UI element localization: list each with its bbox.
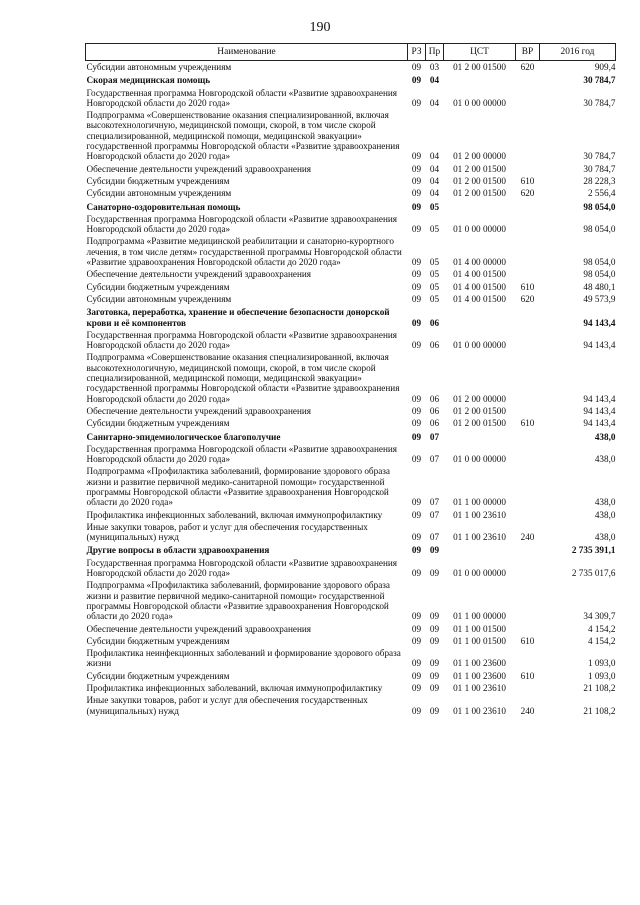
row-pr: 06 bbox=[429, 405, 440, 416]
row-cst: 01 1 00 23610 bbox=[453, 705, 506, 716]
row-pr: 05 bbox=[429, 269, 440, 280]
row-amount: 21 108,2 bbox=[583, 683, 616, 694]
row-name: Подпрограмма «Совершенствование оказания специализированной, включая высокотехнологичную, медицинской помощи, скорой, в том числе скорой специализированной, медицинской помощи, медицинской эвакуации» государственной программы Новгородской области «Развитие здравоохранения Новгородской области до 2020 года» bbox=[86, 352, 400, 404]
row-cst: 01 1 00 23600 bbox=[453, 658, 506, 669]
row-cst: 01 1 00 00000 bbox=[453, 497, 506, 508]
row-vr: 620 bbox=[520, 62, 535, 72]
row-amount: 98 054,0 bbox=[583, 269, 616, 280]
table-row bbox=[86, 443, 616, 466]
row-name: Субсидии бюджетным учреждениям bbox=[86, 670, 230, 681]
row-rz: 09 bbox=[411, 188, 422, 199]
row-rz: 09 bbox=[411, 269, 422, 280]
table-row bbox=[86, 281, 616, 293]
row-amount: 1 093,0 bbox=[587, 670, 616, 681]
row-cst: 01 2 00 00000 bbox=[453, 151, 506, 162]
header-name: Наименование bbox=[86, 44, 408, 61]
row-name: Государственная программа Новгородской области «Развитие здравоохранения Новгородской области до 2020 года» bbox=[86, 87, 398, 108]
table-row bbox=[86, 73, 616, 86]
row-pr: 06 bbox=[429, 340, 440, 351]
row-amount: 30 784,7 bbox=[583, 75, 616, 86]
header-cst: ЦСТ bbox=[444, 44, 516, 61]
row-cst: 01 1 00 23610 bbox=[453, 532, 506, 543]
row-rz: 09 bbox=[411, 545, 422, 556]
row-cst: 01 2 00 00000 bbox=[453, 393, 506, 404]
row-rz: 09 bbox=[411, 658, 422, 669]
table-row bbox=[86, 293, 616, 305]
row-amount: 4 154,2 bbox=[587, 635, 616, 646]
table-row bbox=[86, 87, 616, 110]
row-cst: 01 1 00 23600 bbox=[453, 670, 506, 681]
table-row bbox=[86, 682, 616, 694]
row-pr: 05 bbox=[429, 281, 440, 292]
row-name: Профилактика инфекционных заболеваний, включая иммунопрофилактику bbox=[86, 509, 383, 520]
row-vr bbox=[516, 213, 540, 236]
table-row bbox=[86, 543, 616, 556]
row-amount: 30 784,7 bbox=[583, 151, 616, 162]
row-vr bbox=[516, 200, 540, 213]
row-amount: 94 143,4 bbox=[583, 340, 616, 351]
row-rz: 09 bbox=[411, 611, 422, 622]
table-row bbox=[86, 163, 616, 175]
row-name: Субсидии бюджетным учреждениям bbox=[86, 635, 230, 646]
row-rz: 09 bbox=[411, 281, 422, 292]
row-vr bbox=[516, 351, 540, 404]
table-row bbox=[86, 61, 616, 74]
row-cst: 01 0 00 00000 bbox=[453, 568, 506, 579]
row-cst: 01 4 00 01500 bbox=[453, 293, 506, 304]
row-amount: 98 054,0 bbox=[583, 224, 616, 235]
row-vr bbox=[516, 443, 540, 466]
row-pr: 09 bbox=[429, 568, 440, 579]
row-name: Субсидии бюджетным учреждениям bbox=[86, 175, 230, 186]
row-amount: 909,4 bbox=[594, 62, 616, 72]
table-row bbox=[86, 405, 616, 417]
row-cst: 01 1 00 01500 bbox=[453, 623, 506, 634]
row-cst: 01 4 00 00000 bbox=[453, 257, 506, 268]
row-amount: 438,0 bbox=[594, 431, 616, 442]
row-rz: 09 bbox=[411, 151, 422, 162]
row-vr bbox=[516, 305, 540, 329]
row-rz: 09 bbox=[411, 201, 422, 212]
row-amount: 438,0 bbox=[594, 497, 616, 508]
row-vr: 610 bbox=[520, 418, 535, 429]
row-name: Государственная программа Новгородской области «Развитие здравоохранения Новгородской области до 2020 года» bbox=[86, 443, 398, 465]
row-vr bbox=[516, 405, 540, 417]
table-row bbox=[86, 175, 616, 187]
row-amount: 2 735 391,1 bbox=[571, 545, 616, 556]
row-pr: 09 bbox=[429, 635, 440, 646]
row-name: Профилактика неинфекционных заболеваний и формирование здорового образа жизни bbox=[86, 648, 401, 669]
row-cst: 01 2 00 01500 bbox=[453, 418, 506, 429]
row-cst: 01 0 00 00000 bbox=[453, 340, 506, 351]
row-pr: 05 bbox=[429, 293, 440, 304]
table-row bbox=[86, 623, 616, 635]
row-amount: 28 228,3 bbox=[583, 175, 616, 186]
row-vr bbox=[516, 329, 540, 352]
row-vr bbox=[516, 682, 540, 694]
table-row bbox=[86, 430, 616, 443]
row-rz: 09 bbox=[411, 175, 422, 186]
header-year: 2016 год bbox=[540, 44, 616, 61]
table-row bbox=[86, 465, 616, 508]
row-name: Профилактика инфекционных заболеваний, включая иммунопрофилактику bbox=[86, 683, 383, 694]
header-rz: РЗ bbox=[408, 44, 426, 61]
row-name: Подпрограмма «Профилактика заболеваний, формирование здорового образа жизни и развитие первичной медико-санитарной помощи» государственной программы Новгородской области «Развитие здравоохранения Новгородской области до 2020 года» bbox=[86, 466, 390, 508]
row-vr: 610 bbox=[520, 670, 535, 681]
row-pr: 03 bbox=[429, 62, 440, 72]
table-row bbox=[86, 417, 616, 429]
row-cst bbox=[444, 430, 516, 443]
row-vr: 620 bbox=[520, 293, 535, 304]
row-vr: 610 bbox=[520, 281, 535, 292]
row-amount: 2 735 017,6 bbox=[571, 568, 616, 579]
row-vr bbox=[516, 509, 540, 521]
row-rz: 09 bbox=[411, 257, 422, 268]
row-cst: 01 0 00 00000 bbox=[453, 224, 506, 235]
row-rz: 09 bbox=[411, 705, 422, 716]
row-cst bbox=[444, 73, 516, 86]
table-row bbox=[86, 647, 616, 670]
row-pr: 04 bbox=[429, 97, 440, 108]
row-pr: 05 bbox=[429, 224, 440, 235]
header-pr: Пр bbox=[426, 44, 444, 61]
row-vr bbox=[516, 163, 540, 175]
row-name: Подпрограмма «Развитие медицинской реабилитации и санаторно-курортного лечения, в том числе детям» государственной программы Новгородской области «Развитие здравоохранения Новгородской области до 2020 года» bbox=[86, 236, 402, 268]
row-rz: 09 bbox=[411, 418, 422, 429]
row-rz: 09 bbox=[411, 623, 422, 634]
row-cst: 01 2 00 01500 bbox=[453, 188, 506, 199]
row-cst: 01 0 00 00000 bbox=[453, 454, 506, 465]
row-amount: 2 556,4 bbox=[587, 188, 616, 199]
row-cst bbox=[444, 200, 516, 213]
row-amount: 1 093,0 bbox=[587, 658, 616, 669]
row-rz: 09 bbox=[411, 497, 422, 508]
row-vr bbox=[516, 557, 540, 580]
table-row bbox=[86, 670, 616, 682]
table-row bbox=[86, 200, 616, 213]
row-name: Подпрограмма «Профилактика заболеваний, формирование здорового образа жизни и развитие первичной медико-санитарной помощи» государственной программы Новгородской области «Развитие здравоохранения Новгородской области до 2020 года» bbox=[86, 580, 390, 622]
row-name: Заготовка, переработка, хранение и обеспечение безопасности донорской крови и её компонентов bbox=[86, 307, 390, 328]
row-rz: 09 bbox=[411, 340, 422, 351]
row-vr bbox=[516, 543, 540, 556]
row-cst: 01 1 00 23610 bbox=[453, 509, 506, 520]
row-vr: 610 bbox=[520, 635, 535, 646]
row-cst: 01 1 00 23610 bbox=[453, 683, 506, 694]
row-pr: 09 bbox=[429, 545, 440, 556]
row-pr: 09 bbox=[429, 623, 440, 634]
row-name: Субсидии бюджетным учреждениям bbox=[86, 281, 230, 292]
row-vr: 240 bbox=[520, 705, 535, 716]
row-rz: 09 bbox=[411, 532, 422, 543]
row-pr: 09 bbox=[429, 705, 440, 716]
table-row bbox=[86, 329, 616, 352]
row-cst: 01 4 00 01500 bbox=[453, 269, 506, 280]
row-rz: 09 bbox=[411, 293, 422, 304]
budget-table bbox=[85, 43, 616, 717]
row-pr: 07 bbox=[429, 431, 440, 442]
row-rz: 09 bbox=[411, 393, 422, 404]
table-row bbox=[86, 305, 616, 329]
row-amount: 4 154,2 bbox=[587, 623, 616, 634]
row-amount: 98 054,0 bbox=[583, 201, 616, 212]
page-number: 190 bbox=[309, 20, 331, 35]
row-vr bbox=[516, 235, 540, 268]
row-vr bbox=[516, 430, 540, 443]
table-row bbox=[86, 213, 616, 236]
row-pr: 07 bbox=[429, 509, 440, 520]
row-name: Обеспечение деятельности учреждений здравоохранения bbox=[86, 623, 312, 634]
row-amount: 438,0 bbox=[594, 509, 616, 520]
row-name: Обеспечение деятельности учреждений здравоохранения bbox=[86, 163, 312, 174]
row-vr bbox=[516, 268, 540, 280]
row-amount: 21 108,2 bbox=[583, 705, 616, 716]
row-pr: 04 bbox=[429, 75, 440, 86]
row-vr bbox=[516, 87, 540, 110]
row-rz: 09 bbox=[411, 75, 422, 86]
row-name: Государственная программа Новгородской области «Развитие здравоохранения Новгородской области до 2020 года» bbox=[86, 329, 398, 351]
row-pr: 07 bbox=[429, 532, 440, 543]
row-amount: 94 143,4 bbox=[583, 393, 616, 404]
row-cst: 01 4 00 01500 bbox=[453, 281, 506, 292]
row-amount: 48 480,1 bbox=[583, 281, 616, 292]
row-amount: 94 143,4 bbox=[583, 317, 616, 328]
row-rz: 09 bbox=[411, 431, 422, 442]
row-vr: 620 bbox=[520, 188, 535, 199]
row-rz: 09 bbox=[411, 97, 422, 108]
row-pr: 04 bbox=[429, 163, 440, 174]
row-pr: 06 bbox=[429, 393, 440, 404]
row-amount: 438,0 bbox=[594, 532, 616, 543]
row-pr: 09 bbox=[429, 670, 440, 681]
row-name: Другие вопросы в области здравоохранения bbox=[86, 545, 270, 556]
row-name: Субсидии автономным учреждениям bbox=[86, 293, 232, 304]
row-name: Иные закупки товаров, работ и услуг для обеспечения государственных (муниципальных) нужд bbox=[86, 695, 368, 716]
row-rz: 09 bbox=[411, 635, 422, 646]
row-rz: 09 bbox=[411, 405, 422, 416]
row-cst bbox=[444, 543, 516, 556]
row-rz: 09 bbox=[411, 670, 422, 681]
row-name: Субсидии автономным учреждениям bbox=[86, 62, 232, 72]
table-row bbox=[86, 579, 616, 622]
table-header bbox=[86, 44, 616, 61]
row-cst: 01 0 00 00000 bbox=[453, 97, 506, 108]
row-pr: 04 bbox=[429, 151, 440, 162]
row-pr: 07 bbox=[429, 497, 440, 508]
row-cst: 01 2 00 01500 bbox=[453, 163, 506, 174]
row-rz: 09 bbox=[411, 62, 422, 72]
row-pr: 06 bbox=[429, 317, 440, 328]
row-pr: 05 bbox=[429, 257, 440, 268]
row-name: Государственная программа Новгородской области «Развитие здравоохранения Новгородской области до 2020 года» bbox=[86, 557, 398, 579]
table-row bbox=[86, 557, 616, 580]
row-rz: 09 bbox=[411, 317, 422, 328]
row-pr: 04 bbox=[429, 188, 440, 199]
row-pr: 04 bbox=[429, 175, 440, 186]
table-row bbox=[86, 109, 616, 162]
row-rz: 09 bbox=[411, 509, 422, 520]
row-cst: 01 2 00 01500 bbox=[453, 405, 506, 416]
table-row bbox=[86, 509, 616, 521]
row-rz: 09 bbox=[411, 224, 422, 235]
row-cst: 01 1 00 01500 bbox=[453, 635, 506, 646]
table-row bbox=[86, 694, 616, 717]
row-name: Иные закупки товаров, работ и услуг для обеспечения государственных (муниципальных) нужд bbox=[86, 521, 368, 543]
table-row bbox=[86, 351, 616, 404]
row-name: Субсидии бюджетным учреждениям bbox=[86, 418, 230, 429]
row-amount: 98 054,0 bbox=[583, 257, 616, 268]
row-name: Санитарно-эпидемиологическое благополучие bbox=[86, 431, 281, 442]
table-row bbox=[86, 187, 616, 199]
row-rz: 09 bbox=[411, 683, 422, 694]
table-body bbox=[86, 61, 616, 717]
row-pr: 05 bbox=[429, 201, 440, 212]
row-rz: 09 bbox=[411, 163, 422, 174]
row-pr: 06 bbox=[429, 418, 440, 429]
row-amount: 49 573,9 bbox=[583, 293, 616, 304]
row-cst: 01 1 00 00000 bbox=[453, 611, 506, 622]
row-name: Государственная программа Новгородской области «Развитие здравоохранения Новгородской области до 2020 года» bbox=[86, 213, 398, 235]
row-name: Обеспечение деятельности учреждений здравоохранения bbox=[86, 405, 312, 416]
row-amount: 30 784,7 bbox=[583, 163, 616, 174]
row-pr: 09 bbox=[429, 658, 440, 669]
table-row bbox=[86, 235, 616, 268]
row-amount: 30 784,7 bbox=[583, 97, 616, 108]
row-name: Субсидии автономным учреждениям bbox=[86, 188, 232, 199]
row-vr bbox=[516, 465, 540, 508]
row-vr bbox=[516, 623, 540, 635]
row-vr: 610 bbox=[520, 175, 535, 186]
row-amount: 438,0 bbox=[594, 454, 616, 465]
row-name: Обеспечение деятельности учреждений здравоохранения bbox=[86, 269, 312, 280]
row-pr: 09 bbox=[429, 683, 440, 694]
row-vr bbox=[516, 109, 540, 162]
table-row bbox=[86, 635, 616, 647]
row-name: Санаторно-оздоровительная помощь bbox=[86, 201, 241, 212]
row-rz: 09 bbox=[411, 454, 422, 465]
row-rz: 09 bbox=[411, 568, 422, 579]
row-name: Подпрограмма «Совершенствование оказания специализированной, включая высокотехнологичную, медицинской помощи, скорой, в том числе скорой специализированной, медицинской помощи, медицинской эвакуации» государственной программы Новгородской области «Развитие здравоохранения Новгородской области до 2020 года» bbox=[86, 110, 400, 162]
row-amount: 94 143,4 bbox=[583, 405, 616, 416]
row-vr bbox=[516, 647, 540, 670]
row-vr bbox=[516, 579, 540, 622]
table-row bbox=[86, 268, 616, 280]
row-vr: 240 bbox=[520, 532, 535, 543]
row-amount: 34 309,7 bbox=[583, 611, 616, 622]
row-amount: 94 143,4 bbox=[583, 418, 616, 429]
row-cst bbox=[444, 305, 516, 329]
row-vr bbox=[516, 73, 540, 86]
row-cst: 01 2 00 01500 bbox=[453, 62, 506, 72]
row-cst: 01 2 00 01500 bbox=[453, 175, 506, 186]
row-name: Скорая медицинская помощь bbox=[86, 75, 211, 86]
row-pr: 07 bbox=[429, 454, 440, 465]
row-pr: 09 bbox=[429, 611, 440, 622]
header-vr: ВР bbox=[516, 44, 540, 61]
table-row bbox=[86, 521, 616, 544]
